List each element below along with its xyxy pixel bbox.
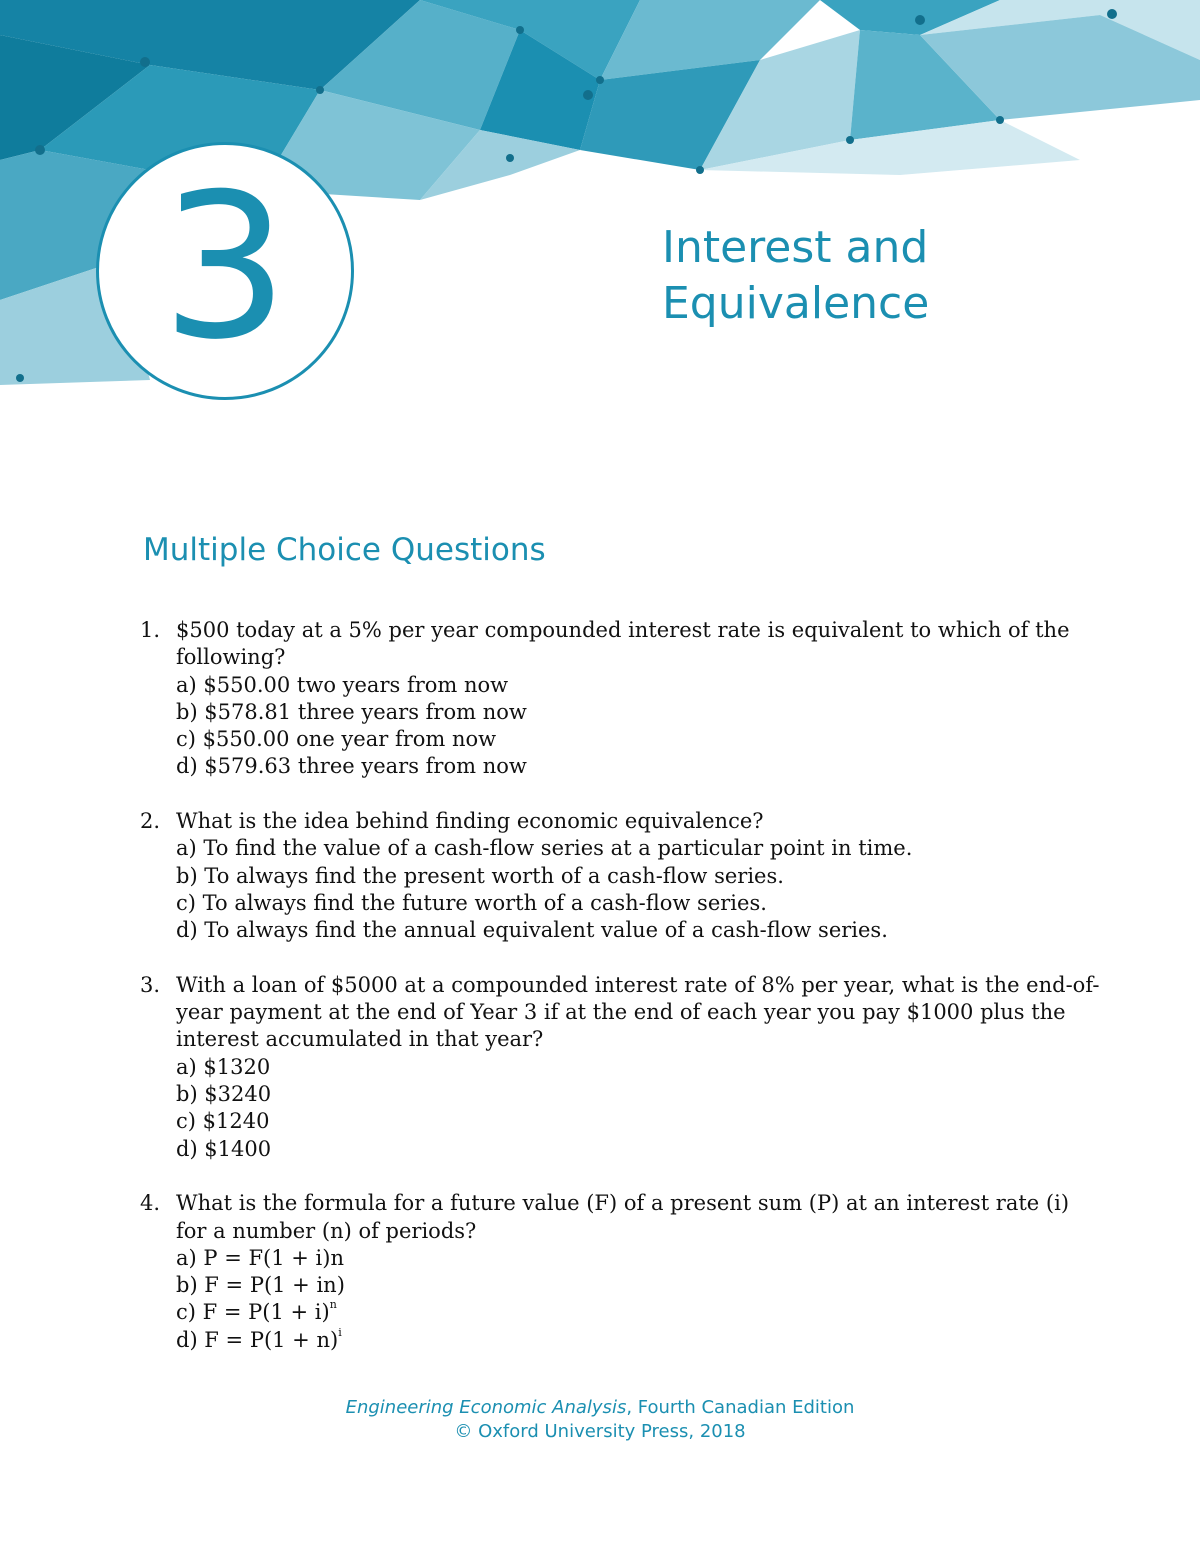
footer-copyright: © Oxford University Press, 2018 — [454, 1421, 746, 1442]
question-2 — [140, 808, 1100, 944]
option-c: c) $1240 — [176, 1109, 270, 1134]
footer-line-1 — [0, 1396, 1200, 1420]
option-a: a) $550.00 two years from now — [176, 672, 509, 697]
option-d: d) To always find the annual equivalent value of a cash-flow series. — [176, 918, 888, 943]
option-b: b) F = P(1 + in) — [176, 1273, 345, 1298]
question-text: What is the idea behind finding economic equivalence? — [176, 809, 764, 834]
question-text: With a loan of $5000 at a compounded interest rate of 8% per year, what is the end-of-year payment at the end of Year 3 if at the end of each year you pay $1000 plus the interest accumulated in that year? — [176, 972, 1100, 1052]
option-d-text: d) F = P(1 + n) — [176, 1327, 339, 1352]
question-4 — [140, 1190, 1100, 1354]
option-b: b) To always find the present worth of a cash-flow series. — [176, 863, 784, 888]
book-title: Engineering Economic Analysis — [345, 1397, 627, 1418]
option-c-text: c) F = P(1 + i) — [176, 1300, 330, 1325]
chapter-title-line-2: Equivalence — [662, 278, 930, 329]
question-text: What is the formula for a future value (F) of a present sum (P) at an interest rate (i) for a number (n) of periods? — [176, 1191, 1070, 1243]
question-3 — [140, 972, 1100, 1163]
question-1 — [140, 617, 1100, 781]
chapter-number: 3 — [161, 151, 289, 384]
question-number: 2. — [140, 809, 161, 834]
option-d-superscript: i — [338, 1325, 342, 1339]
chapter-title-line-1: Interest and — [662, 222, 929, 273]
question-list — [140, 617, 1100, 1381]
option-c: c) $550.00 one year from now — [176, 727, 497, 752]
option-c: c) To always find the future worth of a cash-flow series. — [176, 890, 767, 915]
question-number: 3. — [140, 972, 161, 997]
option-d: d) $579.63 three years from now — [176, 754, 527, 779]
page-footer — [0, 1396, 1200, 1444]
question-number: 4. — [140, 1191, 161, 1216]
option-a: a) To find the value of a cash-flow series at a particular point in time. — [176, 836, 913, 861]
option-a: a) P = F(1 + i)n — [176, 1245, 344, 1270]
chapter-title — [662, 220, 929, 332]
chapter-badge — [96, 142, 354, 400]
option-d: d) $1400 — [176, 1136, 272, 1161]
option-b: b) $578.81 three years from now — [176, 699, 527, 724]
option-c-superscript: n — [329, 1298, 337, 1312]
option-d — [176, 1327, 1100, 1354]
section-heading: Multiple Choice Questions — [143, 532, 546, 568]
question-text: $500 today at a 5% per year compounded interest rate is equivalent to which of the following? — [176, 618, 1070, 670]
option-a: a) $1320 — [176, 1054, 271, 1079]
question-number: 1. — [140, 618, 161, 642]
book-edition: , Fourth Canadian Edition — [626, 1397, 855, 1418]
option-c — [176, 1299, 1100, 1326]
option-b: b) $3240 — [176, 1082, 272, 1107]
